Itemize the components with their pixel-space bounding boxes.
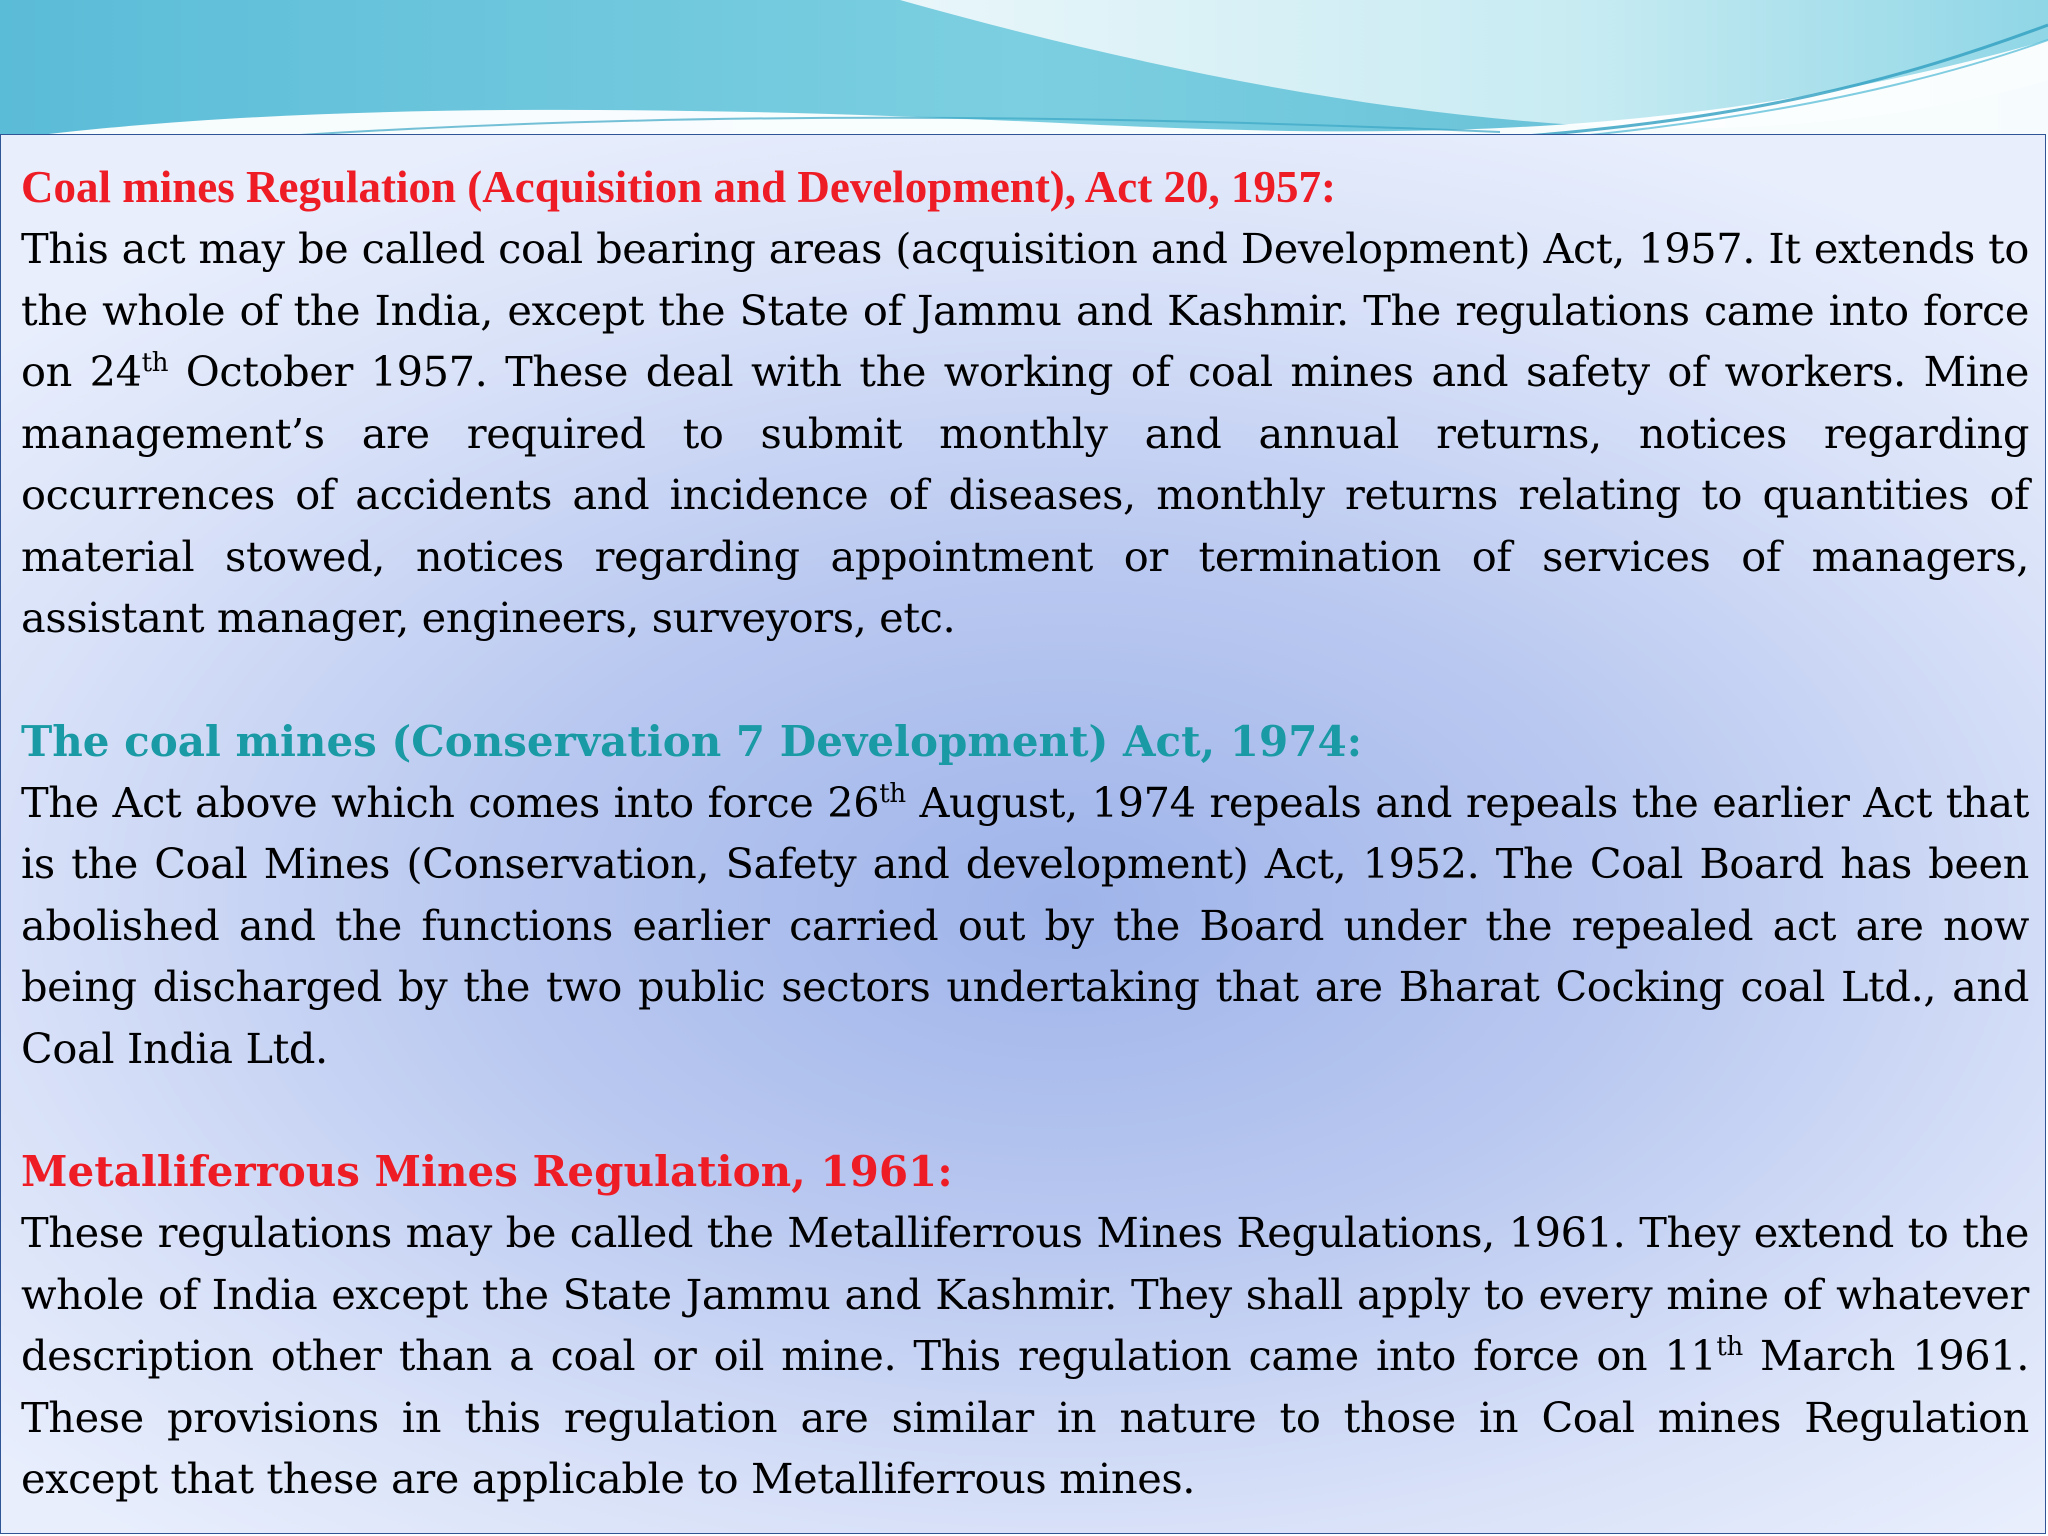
section-body-conservation-act xyxy=(21,772,2029,1080)
section-gap xyxy=(21,649,2029,711)
body-text: This act may be called coal bearing areas (acquisition and Development) Act, 1957. It extends to the whole of the India, except the State of Jammu and Kashmir. The regulations came into force on 24 xyxy=(21,224,2029,396)
body-text: The Act above which comes into force 26 xyxy=(21,777,880,827)
superscript: th xyxy=(141,348,169,379)
section-heading-metalliferrous-regulation: Metalliferrous Mines Regulation, 1961: xyxy=(21,1147,953,1196)
body-text: These regulations may be called the Metalliferrous Mines Regulations, 1961. They extend to the whole of India except the State Jammu and Kashmir. They shall apply to every mine of whatever description other than a coal or oil mine. This regulation came into force on 11 xyxy=(21,1208,2029,1380)
body-text: August, 1974 repeals and repeals the earlier Act that is the Coal Mines (Conservation, Safety and development) Act, 1952. The Coal Board has been abolished and the functions earlier carried out by the Board under the repealed act are now being discharged by the two public sectors undertaking that are Bharat Cocking coal Ltd., and Coal India Ltd. xyxy=(21,777,2029,1073)
section-gap xyxy=(21,1079,2029,1141)
section-heading-conservation-act: The coal mines (Conservation 7 Development) Act, 1974: xyxy=(21,716,1363,766)
body-text: March 1961. These provisions in this regulation are similar in nature to those in Coal mines Regulation except that these are applicable to Metalliferrous mines. xyxy=(21,1331,2030,1503)
header-wave-decoration xyxy=(0,0,2048,140)
body-text: October 1957. These deal with the working of coal mines and safety of workers. Mine management’s are required to submit monthly and annual returns, notices regarding occurrences of accidents and incidence of diseases, monthly returns relating to quantities of material stowed, notices regarding appointment or termination of services of managers, assistant manager, engineers, surveyors, etc. xyxy=(21,347,2029,642)
section-body-metalliferrous-regulation xyxy=(21,1202,2029,1510)
text-area xyxy=(21,157,2029,1510)
section-body-coal-mines-regulation xyxy=(21,218,2029,649)
superscript: th xyxy=(1716,1332,1743,1363)
content-box xyxy=(0,134,2046,1534)
superscript: th xyxy=(879,778,906,809)
section-heading-coal-mines-regulation: Coal mines Regulation (Acquisition and Development), Act 20, 1957: xyxy=(21,162,1336,212)
